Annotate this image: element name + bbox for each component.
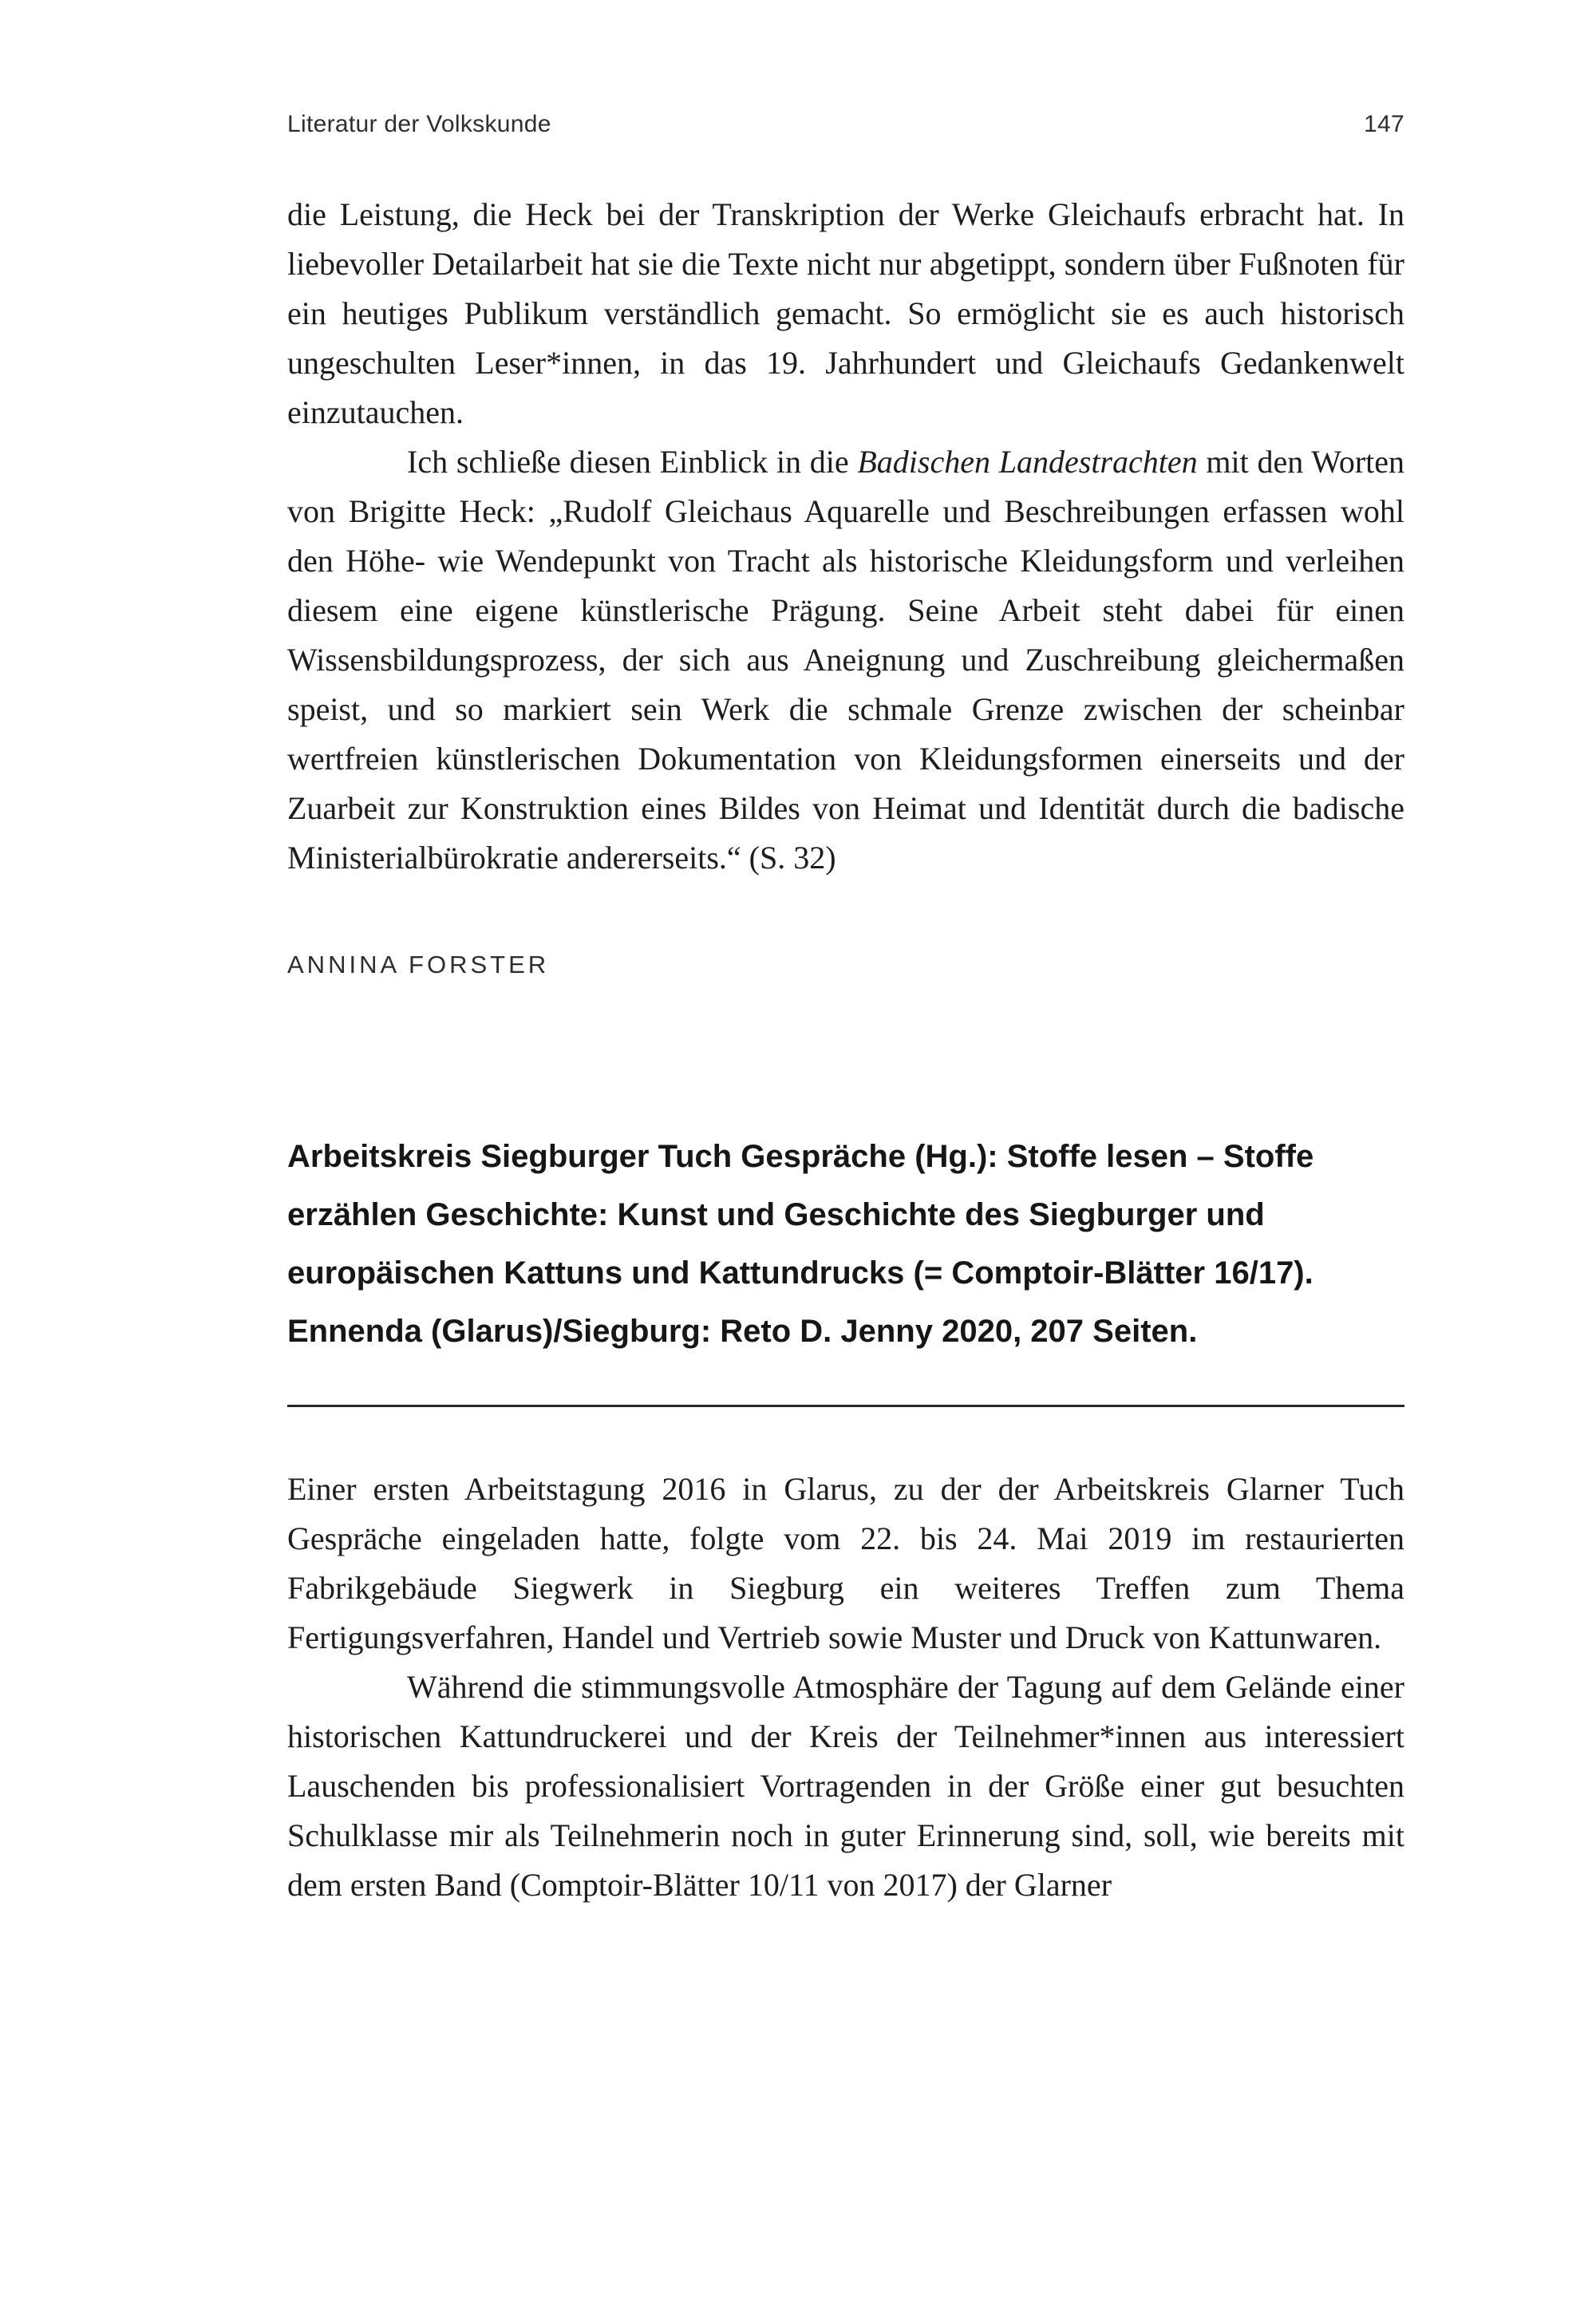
book-title-italic: Badischen Landestrachten — [857, 444, 1198, 480]
section-divider — [287, 1405, 1404, 1407]
running-title: Literatur der Volkskunde — [287, 111, 551, 137]
page-number: 147 — [1364, 111, 1404, 137]
review-paragraph — [287, 437, 1404, 883]
paragraph-text: mit den Worten von Brigitte Heck: „Rudolf Gleichaus Aquarelle und Beschreibungen erfassen wohl den Höhe- wie Wendepunkt von Tracht als historische Kleidungsform und verleihen diesem eine eigene künstlerische Prägung. Seine Arbeit steht dabei für einen Wissensbildungsprozess, der sich aus Aneignung und Zuschreibung gleichermaßen speist, und so markiert sein Werk die schmale Grenze zwischen der scheinbar wertfreien künstlerischen Dokumentation von Kleidungsformen einerseits und der Zuarbeit zur Konstruktion eines Bildes von Heimat und Identität durch die badische Ministerialbürokratie andererseits.“ (S. 32) — [287, 444, 1405, 876]
review-article-stoffe-lesen — [287, 1128, 1404, 1910]
review-paragraph: Einer ersten Arbeitstagung 2016 in Glarus, zu der der Arbeitskreis Glarner Tuch Gespräche eingeladen hatte, folgte vom 22. bis 24. Mai 2019 im restaurierten Fabrikgebäude Siegwerk in Siegburg ein weiteres Treffen zum Thema Fertigungsverfahren, Handel und Vertrieb sowie Muster und Druck von Kattunwaren. — [287, 1471, 1404, 1655]
review-paragraph: die Leistung, die Heck bei der Transkription der Werke Gleichaufs erbracht hat. In liebevoller Detailarbeit hat sie die Texte nicht nur abgetippt, sondern über Fußnoten für ein heutiges Publikum verständlich gemacht. So ermöglicht sie es auch historisch ungeschulten Leser*innen, in das 19. Jahrhundert und Gleichaufs Gedankenwelt einzutauchen. — [287, 196, 1404, 430]
review-article-badische-landestrachten — [287, 190, 1404, 980]
paragraph-text: Ich schließe diesen Einblick in die — [407, 444, 858, 480]
review-bibliographic-heading: Arbeitskreis Siegburger Tuch Gespräche (Hg.): Stoffe lesen – Stoffe erzählen Geschichte: Kunst und Geschichte des Siegburger und europäischen Kattuns und Kattundrucks (= Comptoir-Blätter 16/17). Ennenda (Glarus)/Siegburg: Reto D. Jenny 2020, 207 Seiten. — [287, 1139, 1314, 1349]
review-paragraph: Während die stimmungsvolle Atmosphäre der Tagung auf dem Gelände einer historischen Kattundruckerei und der Kreis der Teilnehmer*innen aus interessiert Lauschenden bis professionalisiert Vortragenden in der Größe einer gut besuchten Schulklasse mir als Teilnehmerin noch in guter Erinnerung sind, soll, wie bereits mit dem ersten Band (Comptoir-Blätter 10/11 von 2017) der Glarner — [287, 1669, 1404, 1903]
author-name: ANNINA FORSTER — [287, 951, 550, 979]
page-header — [287, 110, 1404, 139]
